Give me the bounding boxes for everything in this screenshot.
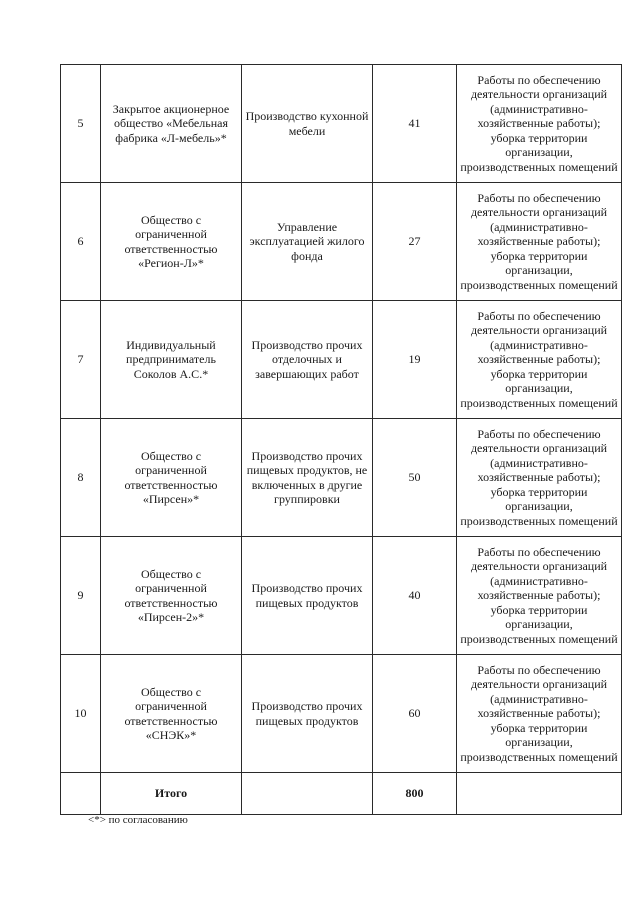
work-type: Работы по обеспечению деятельности организаций (административно-хозяйственные работы); уборка территории организации, производственных помещений	[457, 655, 622, 773]
organization-name: Общество с ограниченной ответственностью «Пирсен»*	[101, 419, 242, 537]
workplace-count: 60	[373, 655, 457, 773]
activity-type: Производство кухонной мебели	[242, 65, 373, 183]
organization-name: Индивидуальный предприниматель Соколов А.С.*	[101, 301, 242, 419]
work-type: Работы по обеспечению деятельности организаций (административно-хозяйственные работы); уборка территории организации, производственных помещений	[457, 537, 622, 655]
activity-type: Управление эксплуатацией жилого фонда	[242, 183, 373, 301]
organization-name: Закрытое акционерное общество «Мебельная фабрика «Л-мебель»*	[101, 65, 242, 183]
work-type: Работы по обеспечению деятельности организаций (административно-хозяйственные работы); уборка территории организации, производственных помещений	[457, 419, 622, 537]
organization-name: Общество с ограниченной ответственностью «Пирсен-2»*	[101, 537, 242, 655]
work-type: Работы по обеспечению деятельности организаций (административно-хозяйственные работы); уборка территории организации, производственных помещений	[457, 65, 622, 183]
table-row	[61, 65, 622, 183]
total-empty-cell	[457, 773, 622, 815]
table-row	[61, 419, 622, 537]
activity-type: Производство прочих пищевых продуктов, не включенных в другие группировки	[242, 419, 373, 537]
total-label: Итого	[101, 773, 242, 815]
row-number: 7	[61, 301, 101, 419]
row-number: 8	[61, 419, 101, 537]
total-empty-cell	[61, 773, 101, 815]
row-number: 9	[61, 537, 101, 655]
table-row	[61, 655, 622, 773]
table-row	[61, 183, 622, 301]
row-number: 6	[61, 183, 101, 301]
organization-name: Общество с ограниченной ответственностью «СНЭК»*	[101, 655, 242, 773]
row-number: 10	[61, 655, 101, 773]
total-count: 800	[373, 773, 457, 815]
activity-type: Производство прочих пищевых продуктов	[242, 655, 373, 773]
table-row	[61, 301, 622, 419]
workplace-count: 50	[373, 419, 457, 537]
organization-name: Общество с ограниченной ответственностью «Регион-Л»*	[101, 183, 242, 301]
activity-type: Производство прочих отделочных и завершающих работ	[242, 301, 373, 419]
work-type: Работы по обеспечению деятельности организаций (административно-хозяйственные работы); уборка территории организации, производственных помещений	[457, 301, 622, 419]
total-row	[61, 773, 622, 815]
workplace-count: 19	[373, 301, 457, 419]
organizations-table	[60, 64, 622, 815]
footnote: <*> по согласованию	[88, 814, 188, 826]
table-row	[61, 537, 622, 655]
total-empty-cell	[242, 773, 373, 815]
workplace-count: 40	[373, 537, 457, 655]
row-number: 5	[61, 65, 101, 183]
work-type: Работы по обеспечению деятельности организаций (административно-хозяйственные работы); уборка территории организации, производственных помещений	[457, 183, 622, 301]
workplace-count: 41	[373, 65, 457, 183]
activity-type: Производство прочих пищевых продуктов	[242, 537, 373, 655]
workplace-count: 27	[373, 183, 457, 301]
